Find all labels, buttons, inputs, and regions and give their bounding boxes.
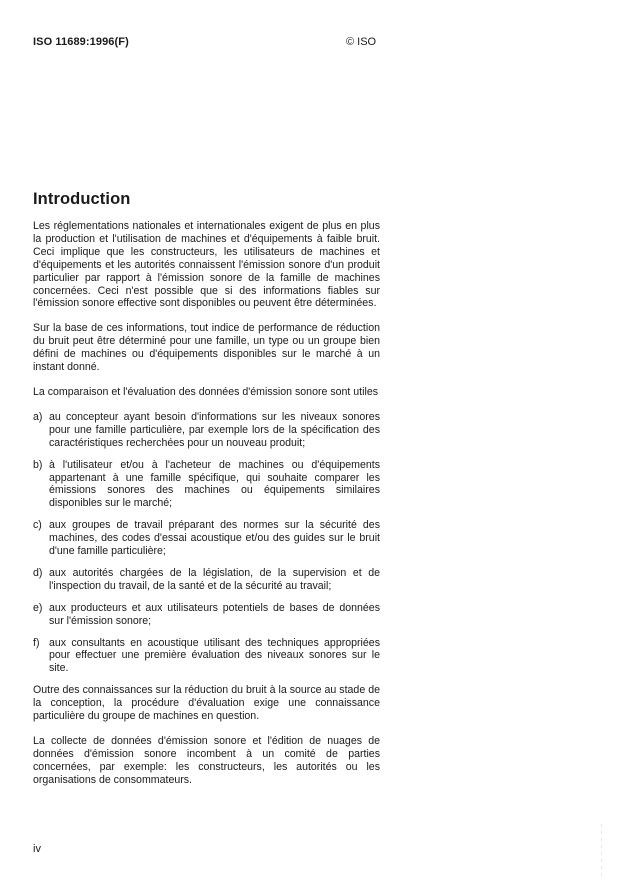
- list-item: [33, 519, 380, 558]
- intro-paragraph-1: Les réglementations nationales et internationales exigent de plus en plus la production et l'utilisation de machines et d'équipements à faible bruit. Ceci implique que les constructeurs, les utilisateurs de machines et d'équipements et les autorités connaissent l'émission sonore d'un produit particulier par rapport à l'émission sonore de la famille de machines concernées. Ceci n'est possible que si des informations fiables sur l'émission sonore effective sont disponibles ou peuvent être déterminées.: [33, 220, 380, 310]
- closing-paragraph-1: Outre des connaissances sur la réduction du bruit à la source au stade de la conception, la procédure d'évaluation exige une connaissance particulière du groupe de machines en question.: [33, 684, 380, 723]
- list-item-label: d): [33, 566, 43, 579]
- list-item-label: c): [33, 519, 42, 532]
- list-item-text: aux groupes de travail préparant des normes sur la sécurité des machines, des codes d'essai acoustique et/ou des guides sur le bruit d'une famille particulière;: [49, 519, 380, 558]
- list-item-label: e): [33, 601, 43, 614]
- page-number: iv: [33, 843, 41, 855]
- list-item-text: aux autorités chargées de la législation, de la supervision et de l'inspection du travail, de la santé et de la sécurité au travail;: [49, 566, 380, 592]
- closing-paragraph-2: La collecte de données d'émission sonore et l'édition de nuages de données d'émission sonore incombent à un comité de parties concernées, par exemple: les constructeurs, les autorités ou les organisations de consommateurs.: [33, 735, 380, 786]
- usefulness-list: [33, 411, 380, 675]
- list-item: [33, 411, 380, 450]
- list-item-text: à l'utilisateur et/ou à l'acheteur de machines ou d'équipements appartenant à une famille spécifique, qui souhaite comparer les émissions sonores des machines ou équipements similaires disponibles sur le marché;: [49, 458, 380, 510]
- copyright-notice: © ISO: [346, 36, 377, 48]
- list-item-label: a): [33, 410, 43, 423]
- list-item-text: aux producteurs et aux utilisateurs potentiels de bases de données sur l'émission sonore;: [49, 601, 380, 627]
- intro-paragraph-2: Sur la base de ces informations, tout indice de performance de réduction du bruit peut être déterminé pour une famille, un type ou un groupe bien défini de machines ou d'équipements disponibles sur le marché à un instant donné.: [33, 322, 380, 374]
- intro-paragraph-3: La comparaison et l'évaluation des données d'émission sonore sont utiles: [33, 385, 379, 398]
- list-item-label: f): [33, 636, 40, 649]
- list-item-label: b): [33, 458, 43, 471]
- scan-artifact: [601, 824, 602, 876]
- document-body: [33, 220, 380, 799]
- page-title: Introduction: [33, 190, 131, 208]
- list-item: [33, 459, 380, 511]
- list-item: [33, 567, 380, 593]
- list-item-text: au concepteur ayant besoin d'informations sur les niveaux sonores pour une famille particulière, par exemple lors de la spécification des caractéristiques recherchées pour un nouveau produit;: [49, 410, 380, 449]
- standard-reference: ISO 11689:1996(F): [33, 36, 129, 48]
- list-item: [33, 602, 380, 628]
- list-item-text: aux consultants en acoustique utilisant des techniques appropriées pour effectuer une première évaluation des niveaux sonores sur le site.: [49, 636, 380, 675]
- list-item: [33, 637, 380, 676]
